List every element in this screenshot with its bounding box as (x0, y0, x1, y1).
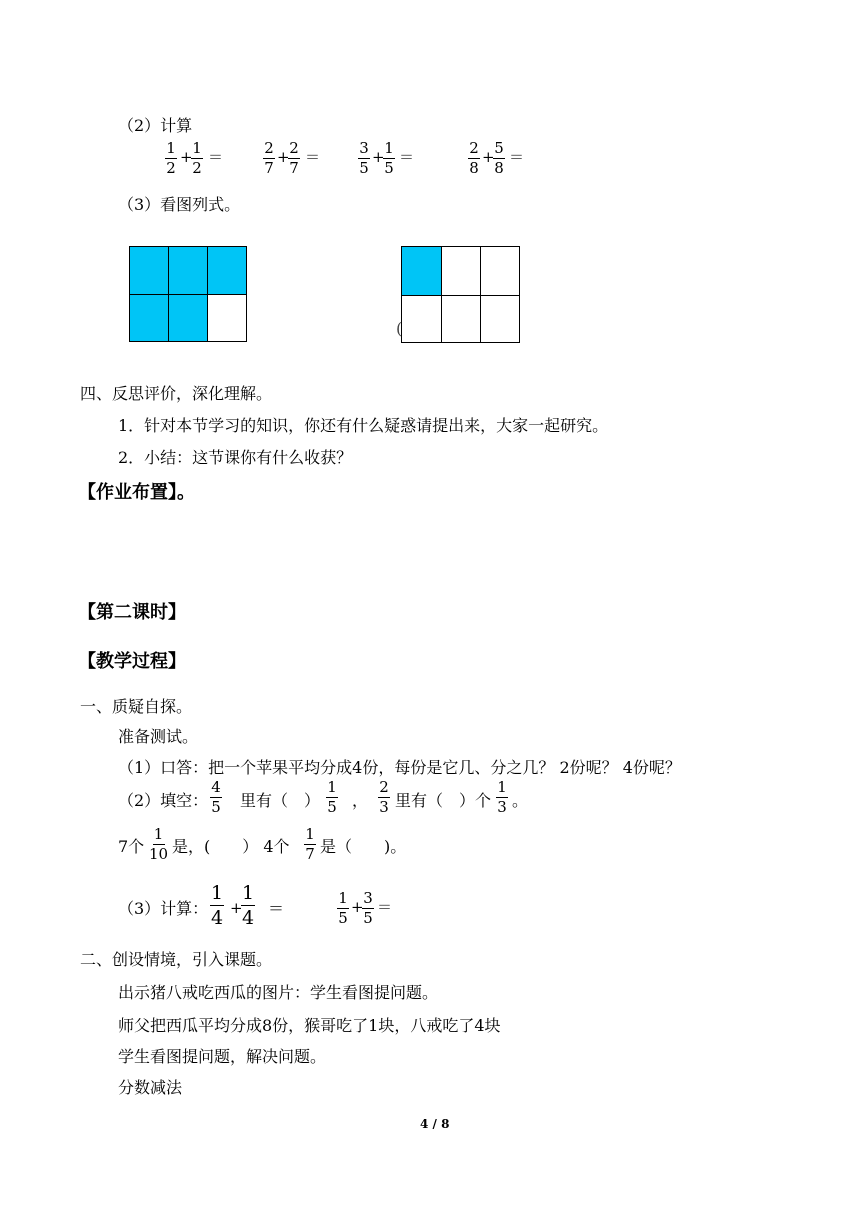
fraction: $\frac{2}{3}$ (379, 778, 389, 816)
reflection-item-2: 2．小结：这节课你有什么收获？ (118, 448, 353, 467)
grid-cell-empty (441, 246, 481, 296)
plus-sign: + (230, 899, 243, 917)
part-2-line-3: 学生看图提问题，解决问题。 (118, 1047, 327, 1066)
grid-cell-filled (168, 294, 208, 342)
equals-sign: ＝ (208, 148, 224, 166)
equals-sign: ＝ (399, 148, 415, 166)
grid-cell-empty (401, 295, 442, 343)
prep-test: 准备测试。 (118, 727, 199, 746)
plus-sign: + (482, 148, 495, 166)
fraction: $\frac{1}{2}$ (166, 139, 176, 177)
page-number: 4 / 8 (420, 1117, 450, 1131)
grid-cell-empty (480, 246, 520, 296)
plus-sign: + (277, 148, 290, 166)
part-2-heading: 二、创设情境，引入课题。 (80, 950, 273, 969)
fraction: $\frac{4}{5}$ (211, 778, 221, 816)
question-2-end: 。 (512, 791, 529, 810)
equals-sign: ＝ (305, 148, 321, 166)
reflection-item-1: 1．针对本节学习的知识，你还有什么疑惑请提出来，大家一起研究。 (118, 416, 609, 435)
question-2b-prefix: 7个 (118, 837, 145, 856)
part-2-line-4: 分数减法 (118, 1078, 183, 1097)
question-2b-end: 是（ )。 (320, 837, 407, 856)
fraction: $\frac{3}{5}$ (359, 139, 369, 177)
fraction: $\frac{1}{5}$ (327, 778, 337, 816)
reflection-heading: 四、反思评价，深化理解。 (80, 384, 273, 403)
fraction: $\frac{1}{4}$ (242, 882, 255, 929)
section-2-label: （2）计算 (118, 116, 193, 135)
question-2-prefix: （2）填空： (118, 791, 209, 810)
plus-sign: + (351, 898, 364, 916)
fraction: $\frac{1}{10}$ (149, 825, 169, 863)
fraction: $\frac{1}{5}$ (384, 139, 394, 177)
part-2-line-1: 出示猪八戒吃西瓜的图片：学生看图提问题。 (118, 983, 439, 1002)
grid-cell-filled (401, 246, 442, 296)
stray-parenthesis: ( (396, 319, 403, 338)
plus-sign: + (180, 148, 193, 166)
fraction: $\frac{2}{7}$ (289, 139, 299, 177)
fraction: $\frac{5}{8}$ (494, 139, 504, 177)
fraction: $\frac{1}{7}$ (305, 825, 315, 863)
plus-sign: + (372, 148, 385, 166)
equals-sign: ＝ (509, 148, 525, 166)
grid-cell-empty (441, 295, 481, 343)
fraction: $\frac{2}{8}$ (469, 139, 479, 177)
fraction: $\frac{1}{3}$ (497, 778, 507, 816)
equals-sign: ＝ (268, 899, 285, 918)
fraction-grid-2 (401, 246, 520, 343)
fraction-grid-1 (129, 246, 247, 342)
fraction: $\frac{1}{2}$ (192, 139, 202, 177)
part-2-line-2: 师父把西瓜平均分成8份，猴哥吃了1块，八戒吃了4块 (118, 1016, 501, 1035)
question-1: （1）口答：把一个苹果平均分成4份，每份是它几、分之几？ 2份呢？ 4份呢？ (118, 758, 681, 777)
fraction: $\frac{2}{7}$ (264, 139, 274, 177)
fraction: $\frac{3}{5}$ (363, 889, 373, 927)
equals-sign: ＝ (377, 898, 393, 916)
grid-cell-filled (168, 246, 208, 295)
question-3-prefix: （3）计算： (118, 899, 209, 918)
question-2-blank-2: 里有（ ）个 (395, 791, 492, 810)
grid-cell-filled (207, 246, 247, 295)
fraction: $\frac{1}{4}$ (211, 882, 224, 929)
grid-cell-empty (207, 294, 247, 342)
question-2b-blank: 是，( ） 4个 (172, 837, 290, 856)
homework-heading: 【作业布置】。 (78, 482, 195, 503)
grid-cell-empty (480, 295, 520, 343)
grid-cell-filled (129, 246, 169, 295)
process-heading: 【教学过程】 (78, 651, 186, 672)
grid-cell-filled (129, 294, 169, 342)
question-2-blank-1: 里有（ ） (240, 791, 321, 810)
section-3-label: （3）看图列式。 (118, 195, 241, 214)
part-1-heading: 一、质疑自探。 (80, 697, 193, 716)
lesson-2-heading: 【第二课时】 (78, 602, 186, 623)
fraction: $\frac{1}{5}$ (338, 889, 348, 927)
question-2-comma: ， (352, 791, 369, 810)
